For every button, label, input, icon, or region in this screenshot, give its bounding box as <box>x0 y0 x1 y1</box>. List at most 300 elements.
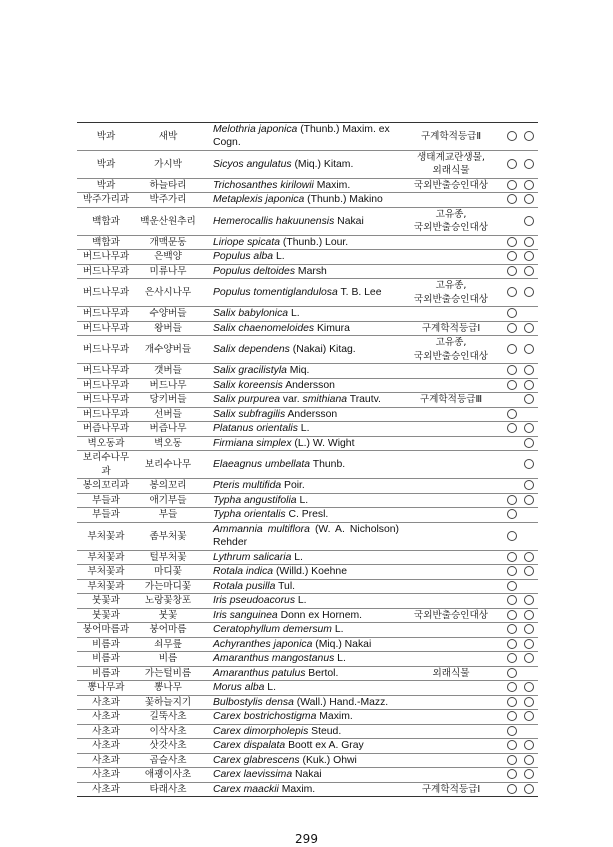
family-name: 봉의꼬리과 <box>82 480 130 492</box>
scientific-name-author: Maxim. <box>278 783 316 795</box>
circle-mark-icon <box>524 480 534 490</box>
scientific-name-author: T. B. Lee <box>337 287 382 299</box>
scientific-name-italic: Salix koreensis <box>213 379 283 391</box>
circle-mark-icon <box>507 287 517 297</box>
mark-column-1 <box>503 193 520 208</box>
status-cell: 고유종, 국외반출승인대상 <box>413 280 489 305</box>
circle-mark-icon <box>524 216 534 226</box>
circle-mark-icon <box>524 131 534 141</box>
mark-column-1 <box>503 652 520 667</box>
mark-column-1 <box>503 207 520 235</box>
scientific-name-author: Trautv. <box>347 394 381 406</box>
scientific-name-author: Thunb. <box>310 459 346 471</box>
circle-mark-icon <box>507 308 517 318</box>
mark-column-2 <box>520 493 538 508</box>
status-cell <box>399 710 503 725</box>
scientific-name-author: L. <box>297 423 310 435</box>
scientific-name-cell <box>201 150 399 178</box>
scientific-name-author: L. <box>295 595 307 607</box>
mark-column-2 <box>520 150 538 178</box>
family-cell <box>77 264 135 279</box>
korean-name-cell: 붕어마름 <box>149 624 187 636</box>
mark-column-2 <box>520 637 538 652</box>
mark-column-1 <box>503 422 520 437</box>
scientific-name-cell <box>201 666 399 681</box>
mark-column-2 <box>520 768 538 783</box>
status-cell <box>399 235 503 250</box>
circle-mark-icon <box>507 423 517 433</box>
family-name: 버드나무과 <box>82 308 130 320</box>
korean-name-cell: 마디꽃 <box>154 566 182 578</box>
status-cell <box>399 307 503 322</box>
scientific-name-cell <box>201 608 399 623</box>
scientific-name-italic: Bulbostylis densa <box>213 696 294 708</box>
scientific-name-italic: Metaplexis japonica <box>213 194 305 206</box>
table-row <box>77 207 538 235</box>
scientific-name-author: var. <box>280 394 303 406</box>
family-cell <box>77 235 135 250</box>
circle-mark-icon <box>507 237 517 247</box>
family-cell <box>77 710 135 725</box>
status-cell <box>399 768 503 783</box>
family-cell <box>77 336 135 364</box>
mark-column-2 <box>520 739 538 754</box>
scientific-name-cell <box>201 364 399 379</box>
status-cell: 생태계교란생물, 외래식물 <box>417 151 485 177</box>
scientific-name-cell <box>201 207 399 235</box>
family-cell <box>77 150 135 178</box>
table-row <box>77 739 538 754</box>
family-cell <box>77 623 135 638</box>
status-cell: 구계학적등급Ⅲ <box>419 394 483 406</box>
family-cell <box>77 193 135 208</box>
family-name: 박주가리과 <box>82 194 130 206</box>
family-name: 비름과 <box>92 667 120 679</box>
circle-mark-icon <box>524 159 534 169</box>
korean-name-cell: 가는털비름 <box>144 667 192 679</box>
table-row <box>77 594 538 609</box>
scientific-name-italic: Carex dimorpholepis <box>213 725 309 737</box>
korean-name-cell: 비름 <box>158 653 178 665</box>
scientific-name-cell <box>201 479 399 494</box>
korean-name-cell: 뽕나무 <box>154 682 182 694</box>
mark-column-2 <box>520 508 538 523</box>
scientific-name-cell <box>201 250 399 265</box>
status-cell <box>399 550 503 565</box>
table-row <box>77 451 538 479</box>
mark-column-1 <box>503 508 520 523</box>
mark-column-2 <box>520 623 538 638</box>
mark-column-1 <box>503 768 520 783</box>
scientific-name-italic: Pteris multifida <box>213 480 282 492</box>
family-name: 사초과 <box>92 769 120 781</box>
table-row <box>77 493 538 508</box>
circle-mark-icon <box>507 726 517 736</box>
scientific-name-italic: Carex glabrescens <box>213 754 300 766</box>
table-row <box>77 579 538 594</box>
scientific-name-cell <box>201 193 399 208</box>
family-name: 버드나무과 <box>82 265 130 277</box>
family-cell <box>77 393 135 408</box>
family-name: 버드나무과 <box>82 287 130 299</box>
circle-mark-icon <box>524 438 534 448</box>
table-row <box>77 768 538 783</box>
table-row <box>77 681 538 696</box>
scientific-name-italic: Iris pseudoacorus <box>213 595 296 607</box>
mark-column-2 <box>520 422 538 437</box>
scientific-name-author: Miq. <box>286 365 310 377</box>
circle-mark-icon <box>524 653 534 663</box>
mark-column-2 <box>520 250 538 265</box>
family-cell <box>77 436 135 451</box>
family-name: 부처꽃과 <box>87 566 125 578</box>
circle-mark-icon <box>507 784 517 794</box>
scientific-name-italic: Amaranthus patulus <box>213 667 306 679</box>
table-row <box>77 364 538 379</box>
table-row <box>77 637 538 652</box>
scientific-name-cell <box>201 710 399 725</box>
family-name: 백합과 <box>92 215 120 227</box>
mark-column-1 <box>503 565 520 580</box>
scientific-name-cell <box>201 695 399 710</box>
family-cell <box>77 652 135 667</box>
scientific-name-cell <box>201 623 399 638</box>
scientific-name-author: (Thunb.) Maxim. ex Cogn. <box>213 124 390 149</box>
family-name: 사초과 <box>92 783 120 795</box>
scientific-name-author: Nakai <box>292 769 322 781</box>
scientific-name-cell <box>201 123 399 151</box>
family-cell <box>77 637 135 652</box>
circle-mark-icon <box>507 668 517 678</box>
table-row <box>77 393 538 408</box>
scientific-name-author: (Thunb.) Makino <box>304 194 383 206</box>
mark-column-1 <box>503 150 520 178</box>
scientific-name-cell <box>201 739 399 754</box>
scientific-name-author: L. <box>334 653 346 665</box>
circle-mark-icon <box>524 287 534 297</box>
mark-column-2 <box>520 378 538 393</box>
scientific-name-italic: Morus alba <box>213 682 265 694</box>
mark-column-2 <box>520 782 538 797</box>
korean-name-cell: 왕버들 <box>154 322 182 334</box>
scientific-name-cell <box>201 637 399 652</box>
status-cell <box>399 479 503 494</box>
korean-name-cell: 새박 <box>158 130 178 142</box>
korean-name-cell: 백운산원추리 <box>140 215 196 227</box>
scientific-name-author: Andersson <box>282 379 335 391</box>
scientific-name-author: L. <box>296 494 309 506</box>
table-row <box>77 724 538 739</box>
mark-column-2 <box>520 123 538 151</box>
table-row <box>77 666 538 681</box>
mark-column-1 <box>503 739 520 754</box>
scientific-name-italic: Typha orientalis <box>213 509 286 521</box>
family-name: 버드나무과 <box>82 379 130 391</box>
status-cell <box>399 264 503 279</box>
family-cell <box>77 307 135 322</box>
family-cell <box>77 522 135 550</box>
page-content <box>77 122 538 847</box>
family-cell <box>77 782 135 797</box>
mark-column-1 <box>503 608 520 623</box>
scientific-name-italic: Amaranthus mangostanus <box>213 653 335 665</box>
scientific-name-italic: Carex laevissima <box>213 769 293 781</box>
scientific-name-italic: Carex dispalata <box>213 740 286 752</box>
scientific-name-italic: Lythrum salicaria <box>213 551 292 563</box>
scientific-name-cell <box>201 753 399 768</box>
circle-mark-icon <box>524 459 534 469</box>
circle-mark-icon <box>507 682 517 692</box>
scientific-name-cell <box>201 307 399 322</box>
scientific-name-author: Donn ex Hornem. <box>277 609 363 621</box>
korean-name-cell: 곱슬사초 <box>149 754 187 766</box>
mark-column-1 <box>503 307 520 322</box>
family-cell <box>77 681 135 696</box>
mark-column-2 <box>520 753 538 768</box>
circle-mark-icon <box>524 552 534 562</box>
circle-mark-icon <box>524 365 534 375</box>
circle-mark-icon <box>524 769 534 779</box>
circle-mark-icon <box>507 711 517 721</box>
scientific-name-cell <box>201 782 399 797</box>
family-name: 사초과 <box>92 754 120 766</box>
mark-column-1 <box>503 378 520 393</box>
circle-mark-icon <box>524 180 534 190</box>
circle-mark-icon <box>507 581 517 591</box>
circle-mark-icon <box>507 409 517 419</box>
status-cell <box>399 753 503 768</box>
circle-mark-icon <box>524 380 534 390</box>
family-cell <box>77 250 135 265</box>
scientific-name-italic: Populus tomentiglandulosa <box>213 287 338 299</box>
circle-mark-icon <box>507 639 517 649</box>
mark-column-1 <box>503 178 520 193</box>
circle-mark-icon <box>507 566 517 576</box>
korean-name-cell: 가시박 <box>154 158 182 170</box>
table-row <box>77 123 538 151</box>
circle-mark-icon <box>524 394 534 404</box>
circle-mark-icon <box>507 769 517 779</box>
status-cell <box>399 594 503 609</box>
scientific-name-italic: Carex bostrichostigma <box>213 711 317 723</box>
scientific-name-italic: Melothria japonica <box>213 124 298 135</box>
mark-column-2 <box>520 393 538 408</box>
korean-name-cell: 버즘나무 <box>149 423 187 435</box>
family-name: 부처꽃과 <box>87 530 125 542</box>
table-row <box>77 178 538 193</box>
circle-mark-icon <box>507 531 517 541</box>
mark-column-2 <box>520 235 538 250</box>
circle-mark-icon <box>524 610 534 620</box>
status-cell <box>399 436 503 451</box>
circle-mark-icon <box>524 639 534 649</box>
family-cell <box>77 724 135 739</box>
circle-mark-icon <box>507 509 517 519</box>
family-name: 비름과 <box>92 653 120 665</box>
circle-mark-icon <box>524 323 534 333</box>
korean-name-cell: 노랑꽃창포 <box>144 595 192 607</box>
scientific-name-italic: Hemerocallis hakuunensis <box>213 215 335 227</box>
scientific-name-author: (Willd.) Koehne <box>273 566 347 578</box>
scientific-name-author: Steud. <box>308 725 342 737</box>
korean-name-cell: 개맥문동 <box>149 236 187 248</box>
mark-column-1 <box>503 753 520 768</box>
family-name: 백합과 <box>92 236 120 248</box>
scientific-name-italic: Typha angustifolia <box>213 494 297 506</box>
family-name: 벽오동과 <box>87 437 125 449</box>
korean-name-cell: 은백양 <box>154 251 182 263</box>
family-cell <box>77 695 135 710</box>
mark-column-1 <box>503 436 520 451</box>
family-name: 버즘나무과 <box>82 423 130 435</box>
family-cell <box>77 508 135 523</box>
table-row <box>77 652 538 667</box>
mark-column-2 <box>520 594 538 609</box>
family-name: 붓꽃과 <box>92 595 120 607</box>
scientific-name-author: (Nakai) Kitag. <box>289 344 356 356</box>
family-cell <box>77 364 135 379</box>
scientific-name-author: L. <box>288 308 300 320</box>
mark-column-1 <box>503 493 520 508</box>
status-cell <box>399 407 503 422</box>
scientific-name-italic: Populus deltoides <box>213 265 296 277</box>
korean-name-cell: 애괭이사초 <box>144 769 192 781</box>
korean-name-cell: 당키버들 <box>149 394 187 406</box>
circle-mark-icon <box>507 552 517 562</box>
scientific-name-italic: Iris sanguinea <box>213 609 278 621</box>
table-row <box>77 279 538 307</box>
page-number: 299 <box>295 832 318 847</box>
status-cell: 국외반출승인대상 <box>413 609 489 621</box>
family-name: 버드나무과 <box>82 365 130 377</box>
scientific-name-italic: Sicyos angulatus <box>213 158 292 170</box>
mark-column-2 <box>520 479 538 494</box>
mark-column-2 <box>520 279 538 307</box>
korean-name-cell: 개수양버들 <box>144 344 192 356</box>
scientific-name-cell <box>201 493 399 508</box>
mark-column-2 <box>520 193 538 208</box>
circle-mark-icon <box>507 365 517 375</box>
circle-mark-icon <box>507 344 517 354</box>
mark-column-1 <box>503 550 520 565</box>
family-cell <box>77 451 135 479</box>
scientific-name-italic: Salix dependens <box>213 344 290 356</box>
family-cell <box>77 407 135 422</box>
table-row <box>77 550 538 565</box>
scientific-name-cell <box>201 235 399 250</box>
family-name: 뽕나무과 <box>87 682 125 694</box>
circle-mark-icon <box>524 595 534 605</box>
status-cell: 고유종, 국외반출승인대상 <box>413 337 489 362</box>
circle-mark-icon <box>524 755 534 765</box>
scientific-name-cell <box>201 594 399 609</box>
mark-column-2 <box>520 652 538 667</box>
scientific-name-author: C. Presl. <box>285 509 329 521</box>
mark-column-2 <box>520 407 538 422</box>
mark-column-1 <box>503 393 520 408</box>
korean-name-cell: 이삭사초 <box>149 725 187 737</box>
family-name: 부처꽃과 <box>87 551 125 563</box>
circle-mark-icon <box>524 237 534 247</box>
family-cell <box>77 422 135 437</box>
scientific-name-cell <box>201 652 399 667</box>
scientific-name-italic: Salix subfragilis <box>213 408 286 420</box>
family-name: 사초과 <box>92 711 120 723</box>
korean-name-cell: 애기부들 <box>149 494 187 506</box>
circle-mark-icon <box>507 653 517 663</box>
family-cell <box>77 207 135 235</box>
family-cell <box>77 608 135 623</box>
mark-column-2 <box>520 710 538 725</box>
scientific-name-author: Maxim. <box>316 711 353 723</box>
scientific-name-italic: Liriope spicata <box>213 236 281 248</box>
scientific-name-cell <box>201 724 399 739</box>
circle-mark-icon <box>524 784 534 794</box>
table-row <box>77 522 538 550</box>
table-row <box>77 753 538 768</box>
scientific-name-cell <box>201 451 399 479</box>
circle-mark-icon <box>524 344 534 354</box>
korean-name-cell: 좀부처꽃 <box>149 530 187 542</box>
scientific-name-cell <box>201 279 399 307</box>
scientific-name-author: L. <box>264 682 276 694</box>
scientific-name-author: Boott ex A. Gray <box>285 740 364 752</box>
scientific-name-italic: smithiana <box>302 394 348 406</box>
scientific-name-author: (Miq.) Kitam. <box>291 158 354 170</box>
family-cell <box>77 594 135 609</box>
scientific-name-author: (Miq.) Nakai <box>312 638 372 650</box>
scientific-name-italic: Salix chaenomeloides <box>213 322 315 334</box>
family-name: 부처꽃과 <box>87 580 125 592</box>
circle-mark-icon <box>507 251 517 261</box>
circle-mark-icon <box>507 131 517 141</box>
status-cell <box>399 739 503 754</box>
scientific-name-author: (W. A. Nicholson) Rehder <box>213 523 400 549</box>
mark-column-2 <box>520 522 538 550</box>
circle-mark-icon <box>524 740 534 750</box>
family-name: 사초과 <box>92 740 120 752</box>
family-cell <box>77 321 135 336</box>
status-cell: 고유종, 국외반출승인대상 <box>413 208 489 234</box>
scientific-name-italic: Firmiana simplex <box>213 437 292 449</box>
table-row <box>77 235 538 250</box>
species-table <box>77 122 538 797</box>
circle-mark-icon <box>524 266 534 276</box>
table-row <box>77 565 538 580</box>
korean-name-cell: 쇠무릎 <box>154 638 182 650</box>
scientific-name-italic: Salix babylonica <box>213 308 289 320</box>
family-cell <box>77 739 135 754</box>
table-row <box>77 321 538 336</box>
circle-mark-icon <box>507 380 517 390</box>
status-cell <box>399 250 503 265</box>
mark-column-1 <box>503 623 520 638</box>
mark-column-1 <box>503 407 520 422</box>
family-name: 부들과 <box>92 494 120 506</box>
table-row <box>77 264 538 279</box>
scientific-name-author: (Thunb.) Lour. <box>280 236 349 248</box>
mark-column-2 <box>520 695 538 710</box>
korean-name-cell: 선버들 <box>154 408 182 420</box>
family-name: 붕어마름과 <box>82 624 130 636</box>
status-cell: 외래식물 <box>432 667 470 679</box>
table-row <box>77 193 538 208</box>
family-name: 사초과 <box>92 725 120 737</box>
circle-mark-icon <box>507 266 517 276</box>
family-name: 버드나무과 <box>82 251 130 263</box>
table-row <box>77 407 538 422</box>
circle-mark-icon <box>507 194 517 204</box>
